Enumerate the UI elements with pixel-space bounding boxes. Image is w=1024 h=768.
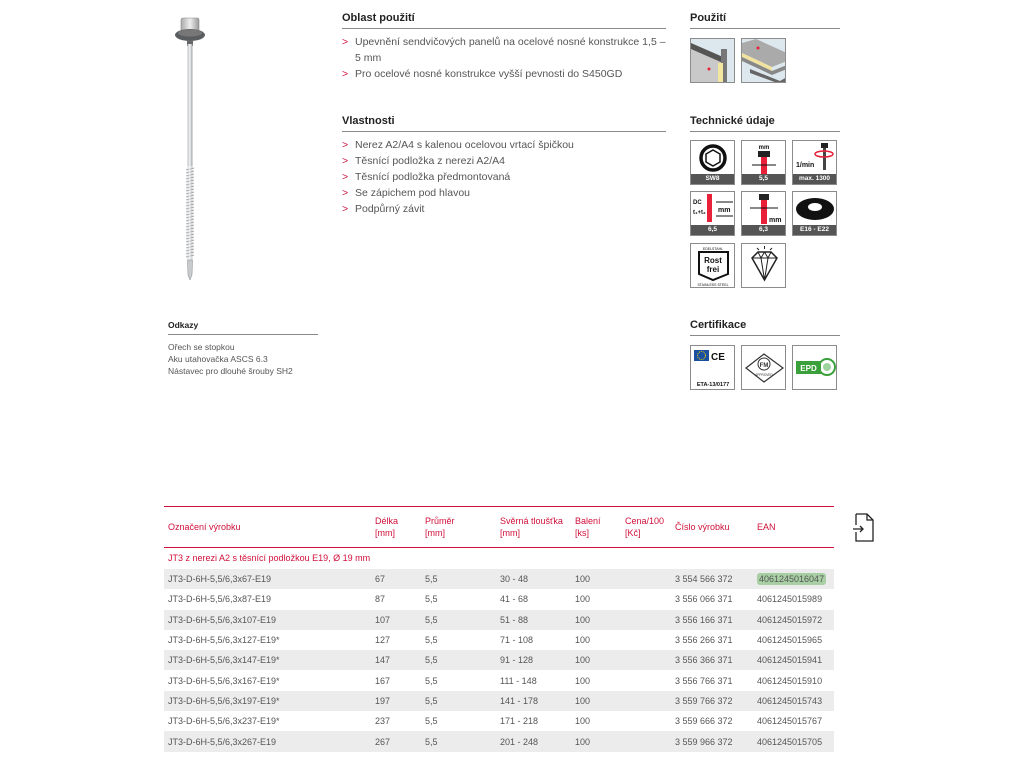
svg-text:mm: mm (769, 217, 782, 224)
svg-text:DC: DC (693, 200, 702, 206)
table-row[interactable] (164, 731, 834, 751)
cell-designation: JT3-D-6H-5,5/6,3x147-E19* (164, 650, 371, 670)
cell-product-number: 3 556 266 371 (675, 635, 733, 646)
svg-text:mm: mm (718, 207, 731, 214)
cell-product-number: 3 559 966 372 (671, 731, 753, 751)
table-row[interactable] (164, 610, 834, 630)
list-item: > Podpůrný závit (342, 201, 666, 217)
svg-text:FM: FM (759, 363, 769, 369)
svg-text:Rost: Rost (704, 256, 722, 265)
fm-approved-icon (741, 345, 786, 390)
cell-price (621, 569, 671, 589)
cell-product-number: 3 556 766 371 (675, 675, 733, 686)
cell-clamping: 41 - 68 (500, 594, 529, 605)
diameter-icon (741, 140, 786, 185)
column-header: Svěrná tloušťka [mm] (500, 515, 563, 538)
cell-ean: 4061245015910 (757, 675, 823, 686)
cell-diameter: 5,5 (425, 716, 438, 727)
table-row[interactable] (164, 650, 834, 670)
properties-section (342, 115, 666, 217)
group-title: JT3 z nerezi A2 s těsnící podložkou E19, Ø 19 mm (168, 553, 371, 564)
table-row[interactable] (164, 569, 834, 589)
table-row[interactable] (164, 630, 834, 650)
cell-product-number: 3 559 766 372 (671, 691, 753, 711)
ean-highlight[interactable]: 4061245016047 (759, 574, 825, 585)
table-row[interactable] (164, 691, 834, 711)
cell-package: 100 (571, 650, 621, 670)
table-row[interactable] (164, 589, 834, 609)
table-header-row (164, 507, 834, 547)
certification-title: Certifikace (690, 319, 840, 336)
svg-text:frei: frei (706, 265, 720, 274)
cell-diameter: 5,5 (421, 569, 496, 589)
cell-clamping: 71 - 108 (500, 635, 534, 646)
svg-text:1/min: 1/min (796, 162, 815, 169)
cell-product-number: 3 556 366 371 (671, 650, 753, 670)
usage-area-title: Oblast použití (342, 12, 666, 29)
cell-price (621, 630, 671, 650)
cell-clamping: 171 - 218 (500, 716, 539, 727)
svg-text:CE: CE (711, 352, 725, 363)
cell-product-number: 3 554 566 372 (671, 569, 753, 589)
rotation-speed-icon (792, 140, 837, 185)
roof-panel-application-icon (741, 38, 786, 83)
cell-diameter: 5,5 (421, 691, 496, 711)
cell-clamping: 30 - 48 (496, 569, 571, 589)
list-item: > Těsnící podložka předmontovaná (342, 169, 666, 185)
column-header: EAN (757, 521, 776, 532)
cell-diameter: 5,5 (421, 650, 496, 670)
wall-panel-application-icon (690, 38, 735, 83)
icon-caption: 5,5 (742, 174, 785, 184)
diamond-icon (741, 243, 786, 288)
cell-product-number: 3 556 066 371 (675, 594, 733, 605)
svg-text:APPROVED: APPROVED (755, 373, 773, 377)
product-table-container (164, 506, 834, 752)
cell-price (621, 731, 671, 751)
svg-text:STAINLESS STEEL: STAINLESS STEEL (697, 283, 729, 287)
product-table (164, 507, 834, 752)
cell-length: 167 (375, 675, 391, 686)
cell-diameter: 5,5 (421, 731, 496, 751)
cell-designation: JT3-D-6H-5,5/6,3x127-E19* (168, 635, 280, 646)
cell-designation: JT3-D-6H-5,5/6,3x87-E19 (168, 594, 272, 605)
cell-designation: JT3-D-6H-5,5/6,3x197-E19* (164, 691, 371, 711)
cell-clamping: 91 - 128 (496, 650, 571, 670)
cell-length: 107 (371, 610, 421, 630)
link-item[interactable]: Ořech se stopkou (168, 342, 235, 352)
column-header: Cena/100 [Kč] (625, 515, 665, 538)
drilling-capacity-icon (690, 191, 735, 236)
cell-price (621, 711, 671, 731)
cell-package: 100 (575, 594, 591, 605)
cell-clamping: 201 - 248 (496, 731, 571, 751)
cell-ean: 4061245015767 (757, 716, 823, 727)
cell-price (621, 670, 671, 690)
cell-ean[interactable] (753, 569, 834, 589)
link-item[interactable]: Nástavec pro dlouhé šrouby SH2 (168, 366, 293, 376)
cell-clamping: 111 - 148 (500, 675, 537, 686)
cell-ean: 4061245015743 (753, 691, 834, 711)
cell-clamping: 141 - 178 (496, 691, 571, 711)
cell-product-number: 3 556 166 371 (671, 610, 753, 630)
cell-length: 147 (371, 650, 421, 670)
certification-section (690, 319, 840, 336)
list-item: > Se zápichem pod hlavou (342, 185, 666, 201)
links-section (168, 320, 318, 377)
svg-text:EPD: EPD (800, 364, 817, 373)
cell-ean: 4061245015989 (757, 594, 823, 605)
cell-length: 197 (371, 691, 421, 711)
svg-text:ETA-13/0177: ETA-13/0177 (696, 382, 730, 388)
cell-length: 87 (375, 594, 386, 605)
icon-caption: E16 - E22 (793, 225, 836, 235)
cell-diameter: 5,5 (425, 635, 438, 646)
cell-diameter: 5,5 (421, 610, 496, 630)
cell-package: 100 (575, 675, 591, 686)
cell-designation: JT3-D-6H-5,5/6,3x167-E19* (168, 675, 280, 686)
icon-caption: 6,5 (691, 225, 734, 235)
usage-area-list (342, 34, 666, 82)
cell-price (621, 650, 671, 670)
cell-diameter: 5,5 (425, 594, 438, 605)
washer-icon (792, 191, 837, 236)
technical-section (690, 115, 840, 132)
rostfrei-icon (690, 243, 735, 288)
column-header: Průměr [mm] (425, 515, 455, 538)
cell-ean: 4061245015965 (757, 635, 823, 646)
cell-package: 100 (571, 731, 621, 751)
cell-clamping: 51 - 88 (496, 610, 571, 630)
cell-designation: JT3-D-6H-5,5/6,3x237-E19* (168, 716, 280, 727)
cell-designation: JT3-D-6H-5,5/6,3x67-E19 (164, 569, 371, 589)
cell-length: 67 (371, 569, 421, 589)
hex-drive-icon (690, 140, 735, 185)
list-item: > Pro ocelové nosné konstrukce vyšší pevnosti do S450GD (342, 66, 666, 82)
icon-caption: SW8 (691, 174, 734, 184)
usage-title: Použití (690, 12, 840, 29)
list-item: > Nerez A2/A4 s kalenou ocelovou vrtací špičkou (342, 137, 666, 153)
column-header: Balení [ks] (575, 515, 601, 538)
cell-ean: 4061245015941 (753, 650, 834, 670)
icon-caption: 6,3 (742, 225, 785, 235)
properties-title: Vlastnosti (342, 115, 666, 132)
cell-ean: 4061245015972 (753, 610, 834, 630)
epd-icon (792, 345, 837, 390)
thread-diameter-icon (741, 191, 786, 236)
cell-length: 127 (375, 635, 391, 646)
column-header: Délka [mm] (375, 515, 399, 538)
screw-icon (165, 10, 215, 282)
cell-product-number: 3 559 666 372 (675, 716, 733, 727)
cell-ean: 4061245015705 (753, 731, 834, 751)
cell-package: 100 (571, 610, 621, 630)
table-row[interactable] (164, 670, 834, 690)
links-title: Odkazy (168, 320, 318, 335)
export-document-icon[interactable] (852, 512, 876, 544)
table-row[interactable] (164, 711, 834, 731)
product-image (165, 10, 215, 282)
list-item: > Upevnění sendvičových panelů na ocelové nosné konstrukce 1,5 – 5 mm (342, 34, 666, 66)
cell-package: 100 (571, 569, 621, 589)
eta-ce-certificate-icon (690, 345, 735, 390)
icon-caption: max. 1300 (793, 174, 836, 184)
svg-text:EDELSTAHL: EDELSTAHL (702, 247, 724, 251)
table-group-row (164, 547, 834, 569)
cell-length: 237 (375, 716, 391, 727)
svg-text:t₁+t₂: t₁+t₂ (693, 210, 706, 216)
cell-package: 100 (575, 635, 591, 646)
usage-section (690, 12, 840, 29)
cell-package: 100 (575, 716, 591, 727)
cell-price (621, 610, 671, 630)
technical-title: Technické údaje (690, 115, 840, 132)
cell-designation: JT3-D-6H-5,5/6,3x107-E19 (164, 610, 371, 630)
link-item[interactable]: Aku utahovačka ASCS 6.3 (168, 354, 268, 364)
cell-package: 100 (571, 691, 621, 711)
cell-diameter: 5,5 (425, 675, 438, 686)
column-header: Číslo výrobku (675, 521, 730, 532)
cell-designation: JT3-D-6H-5,5/6,3x267-E19 (164, 731, 371, 751)
cell-length: 267 (371, 731, 421, 751)
column-header: Označení výrobku (168, 521, 241, 532)
svg-text:mm: mm (758, 145, 770, 151)
cell-price (621, 691, 671, 711)
properties-list (342, 137, 666, 217)
usage-area-section (342, 12, 666, 82)
list-item: > Těsnící podložka z nerezi A2/A4 (342, 153, 666, 169)
cell-price (621, 589, 671, 609)
